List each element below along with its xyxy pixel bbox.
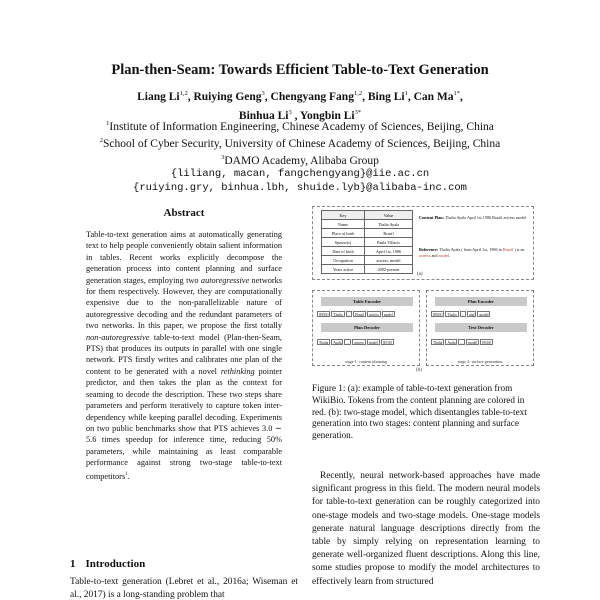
panel-label-a: (a) (417, 272, 423, 277)
abstract-emphasis: non-autoregressive (86, 332, 150, 342)
paper-title: Plan-then-Seam: Towards Efficient Table-to-Text Generation (111, 62, 489, 78)
author-affiliation-marker: 1 (404, 90, 408, 97)
table-header-row (322, 211, 413, 220)
infobox-table-body (322, 220, 413, 274)
abstract-emphasis: rethinking (220, 366, 255, 376)
token: model (468, 341, 478, 345)
stage-1-caption: stage 1: content planning (345, 359, 387, 364)
author-name: Bing Li (367, 90, 405, 103)
table-cell-key: Place of birth (322, 229, 365, 238)
token: ... (461, 313, 465, 317)
token: Brazil (355, 313, 365, 317)
token: and (469, 313, 475, 317)
author-name: Liang Li (137, 90, 180, 103)
affiliation (0, 117, 600, 134)
token: Thalia (319, 341, 329, 345)
author-name: Can Ma (413, 90, 454, 103)
token: Thalia (433, 341, 443, 345)
abstract-heading: Abstract (163, 207, 205, 219)
email-line-1: {liliang, macan, fangchengyang}@iie.ac.cn (170, 168, 430, 181)
affiliation-marker: 3 (221, 153, 225, 161)
table-row (322, 220, 413, 229)
table-cell-value: Brazil (365, 229, 413, 238)
token: ... (346, 341, 350, 345)
table-cell-value: Thalia Ayala (365, 220, 413, 229)
affiliation-marker: 2 (99, 136, 104, 144)
abstract-emphasis: autoregressive (200, 275, 250, 285)
table-row (322, 256, 413, 265)
author-name: Chengyang Fang (270, 90, 354, 103)
affiliation-text: School of Cyber Security, University of Chinese Academy of Sciences, Beijing, China (103, 137, 501, 150)
table-row (322, 265, 413, 274)
token: [BOS] (319, 313, 329, 317)
token: [BOS] (433, 313, 443, 317)
token: actress (369, 313, 379, 317)
table-header-key: Key (322, 211, 365, 220)
table-cell-value: actress, model (365, 256, 413, 265)
table-header-value: Value (365, 211, 413, 220)
affiliation-text: DAMO Academy, Alibaba Group (224, 154, 379, 167)
token: model (383, 313, 393, 317)
plan-decoder-block: Plan Decoder (321, 323, 413, 332)
table-row (322, 238, 413, 247)
table-cell-key: Occupation (322, 256, 365, 265)
generator-input-tokens (431, 311, 531, 317)
token: [EOS] (482, 341, 492, 345)
token: Ayala (333, 341, 342, 345)
planner-input-tokens (317, 311, 417, 317)
author-affiliation-marker: 3 (261, 90, 265, 97)
token: model (368, 341, 378, 345)
author-name: Binhua Li (238, 109, 289, 122)
token: model (479, 313, 489, 317)
table-row (322, 247, 413, 256)
section-number: 1 (70, 558, 76, 570)
table-cell-value: April 1st, 1986 (365, 247, 413, 256)
author-line-1: Liang Li$^{1,2}$, Ruiying Geng$^3$, Chengyang Fang$^{1,2}$, Bing Li$^1$, Can $Ma^{1*}$, (137, 90, 463, 103)
affiliation-list (0, 117, 600, 167)
affiliation-text: Institute of Information Engineering, Chinese Academy of Sciences, Beijing, China (109, 120, 494, 133)
email-line-2: {ruiying.gry, binhua.lbh, shuide.lyb}@alibaba-inc.com (133, 182, 467, 195)
table-cell-value: 2002-present (365, 265, 413, 274)
author-affiliation-marker: 1* (453, 90, 461, 97)
section-title: Introduction (85, 558, 146, 570)
affiliation (0, 134, 600, 151)
affiliation-marker: 1 (106, 120, 110, 127)
generator-output-tokens (431, 339, 531, 345)
author-affiliation-marker: 3* (354, 108, 362, 116)
token: Thalia (447, 313, 457, 317)
figure-panel-b (312, 290, 534, 376)
table-row (322, 229, 413, 238)
section-heading-introduction (70, 558, 145, 570)
stage-surface-generation (426, 290, 534, 366)
planner-output-tokens (317, 339, 417, 345)
token: actress (354, 341, 364, 345)
abstract-body: Table-to-text generation aims at automatically generating text to help people conveniently obtain salient information in tables. Recent works explicitly decompose the generation process into content planning and surface generation stages, employing two autoregressive networks for them respectively. However, they are computationally expensive due to the non-parallelizable nature of autoregressive decoding and the redundant parameters of two networks. In this paper, we propose the first totally non-autoregressive table-to-text model (Plan-then-Seam, PTS) that produces its outputs in parallel with one single network. PTS firstly writes and calibrates one plan of the content to be generated with a novel rethinking pointer predictor, and then takes the plan as the context for seaming to decode the description. These two steps share parameters and perform iteratively to capture token inter-dependency while keeping parallel decoding. Experiments on two public benchmarks show that PTS achieves 3.0 ∼ 5.6 times speedup for inference time, reducing 50% parameters, while maintaining as least comparable performance against strong two-stage table-to-text competitors$^1$. (86, 230, 283, 481)
affiliation (0, 151, 600, 168)
content-plan: Content Plan: Thalia Ayala April 1st 1986 Brazil actress model (419, 215, 527, 220)
author-affiliation-marker: 1,2 (179, 90, 188, 97)
table-cell-key: Name (322, 220, 365, 229)
figure-caption: Figure 1: (a): example of table-to-text generation from WikiBio. Tokens from the content planning are colored in red. (b): two-stage model, which disentangles table-to-text generation into two stages: content planning and surface generation. (312, 383, 527, 441)
figure-1 (312, 206, 534, 376)
table-cell-key: Spouse(s) (322, 238, 365, 247)
plan-encoder-block: Plan Encoder (435, 297, 527, 306)
token: ... (347, 313, 351, 317)
token: Ayala (447, 341, 456, 345)
figure-panel-a (312, 206, 534, 280)
author-line-2: Binhua Li$^3$ , Yongbin $Li^{3*}$ (238, 108, 362, 122)
affiliations (0, 117, 600, 195)
table-cell-key: Date of birth (322, 247, 365, 256)
author-name: Ruiying Geng (193, 90, 262, 103)
author-affiliation-marker: 1,2 (353, 90, 363, 97)
table-cell-value: Paula Villacis (365, 238, 413, 247)
right-column-body: Recently, neural network-based approaches have made significant progress in this field. The modern neural models for table-to-text generation can be roughly categorized into one-stage models and two-stage models. One-stage models generate natural language descriptions directly from the table by simply relying on representation learning to generate well-organized fluent descriptions. Along this line, some studies propose to modify the model architectures to effectively learn from structured (312, 471, 540, 587)
text-decoder-block: Text Decoder (435, 323, 527, 332)
footnote-marker: 1 (125, 471, 128, 477)
table-encoder-block: Table Encoder (321, 297, 413, 306)
token: ... (460, 341, 464, 345)
panel-label-b: (b) (416, 368, 422, 373)
stage-2-caption: stage 2: surface generation (457, 359, 503, 364)
token: [EOS] (382, 341, 393, 345)
token: Thalia (333, 313, 343, 317)
author-name: Yongbin Li (299, 109, 355, 122)
introduction-body: Table-to-text generation (Lebret et al., 2016a; Wiseman et al., 2017) is a long-standing problem that (70, 577, 298, 600)
table-cell-key: Years active (322, 265, 365, 274)
reference-text: Reference: Thalia Ayala ( born April 1st, 1986 in Brazil ) is an actress and model. (419, 247, 525, 258)
stage-content-planning (312, 290, 420, 366)
infobox-table (321, 210, 413, 274)
author-affiliation-marker: 3 (288, 108, 292, 116)
